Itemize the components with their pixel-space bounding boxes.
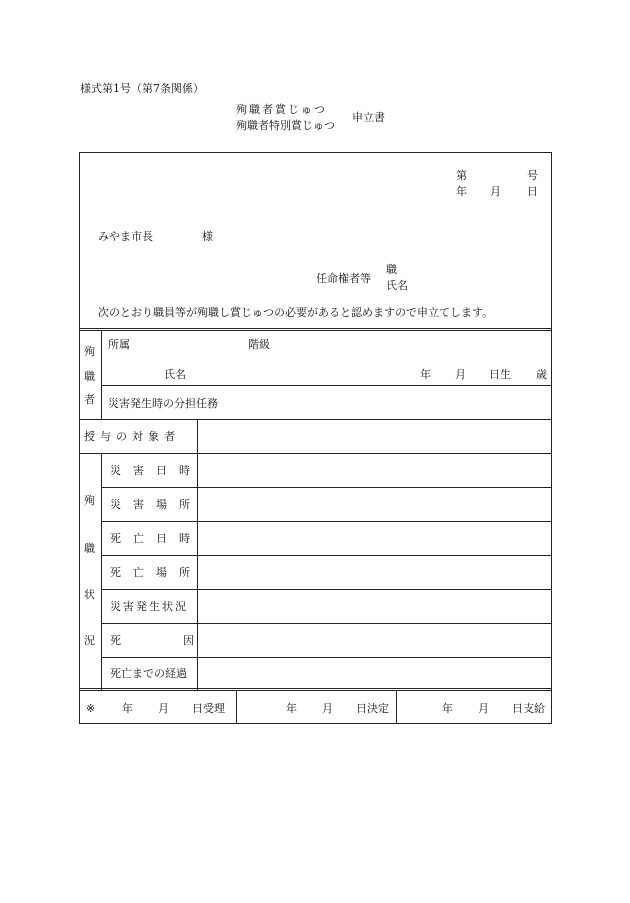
row-divider-4 (101, 589, 551, 590)
title-line-1: 殉職者賞じゅつ (236, 103, 327, 116)
addressee-honorific: 様 (202, 230, 213, 243)
circumstances-side-divider (101, 453, 102, 690)
duty-label: 災害発生時の分担任務 (108, 397, 218, 410)
row-progress-to-death: 死亡までの経過 (110, 667, 187, 680)
footer-divider-1 (236, 691, 237, 724)
rank-label: 階級 (248, 338, 270, 351)
statement-text: 次のとおり職員等が殉職し賞じゅつの必要があると認めますので申立てします。 (98, 306, 494, 319)
row-disaster-situation: 災害発生状況 (110, 600, 188, 613)
deceased-side-char-2: 職 (84, 370, 95, 383)
deceased-side-divider (101, 331, 102, 419)
circumstances-section-bottom (80, 688, 551, 691)
number-dai-label: 第 (456, 169, 467, 182)
decided-year: 年 (286, 702, 297, 715)
row-divider-3 (101, 555, 551, 556)
row-death-datetime: 死亡日時 (110, 532, 202, 545)
received-month: 月 (158, 702, 169, 715)
circumstances-side-char-4: 況 (84, 634, 95, 647)
appointer-post-label: 職 (386, 263, 397, 276)
deceased-name-label: 氏名 (164, 368, 186, 381)
affiliation-label: 所属 (108, 338, 130, 351)
birth-month-label: 月 (455, 368, 466, 381)
row-divider-1 (101, 487, 551, 488)
age-label: 歳 (536, 368, 547, 381)
row-disaster-place: 災害場所 (110, 498, 202, 511)
footer-divider-2 (396, 691, 397, 724)
birth-day-label: 日生 (489, 368, 511, 381)
received-day: 日受理 (192, 702, 225, 715)
deceased-side-char-3: 者 (84, 393, 95, 406)
paid-month: 月 (478, 702, 489, 715)
received-year: 年 (122, 702, 133, 715)
appointer-label: 任命権者等 (316, 272, 371, 285)
form-number: 様式第1号（第7条関係） (80, 82, 204, 95)
footer-mark: ※ (86, 702, 96, 715)
date-day-label: 日 (527, 185, 538, 198)
decided-day: 日決定 (356, 702, 389, 715)
recipient-label-text: 授与の対象者 (84, 430, 180, 443)
row-divider-2 (101, 521, 551, 522)
decided-month: 月 (322, 702, 333, 715)
row-divider-6 (101, 657, 551, 658)
title-suffix: 申立書 (352, 111, 385, 124)
number-go-label: 号 (527, 169, 538, 182)
row-disaster-datetime: 災害日時 (110, 464, 202, 477)
application-form-frame (79, 152, 552, 724)
circumstances-side-char-3: 状 (84, 588, 95, 601)
title-line-2: 殉職者特別賞じゅつ (236, 119, 335, 132)
deceased-section-bottom (80, 419, 551, 420)
date-month-label: 月 (490, 185, 501, 198)
paid-year: 年 (442, 702, 453, 715)
recipient-divider (197, 419, 198, 453)
paid-day: 日支給 (512, 702, 545, 715)
row-divider-5 (101, 623, 551, 624)
recipient-label (84, 431, 192, 442)
deceased-side-char-1: 殉 (84, 345, 95, 358)
birth-year-label: 年 (420, 368, 431, 381)
row-cause-of-death: 死因 (110, 634, 256, 647)
duty-divider (101, 385, 551, 386)
recipient-row-bottom (80, 453, 551, 454)
row-death-place: 死亡場所 (110, 566, 202, 579)
circumstances-side-char-1: 殉 (84, 494, 95, 507)
header-divider (80, 328, 551, 331)
circumstances-side-char-2: 職 (84, 542, 95, 555)
date-year-label: 年 (456, 185, 467, 198)
addressee-label: みやま市長 (98, 230, 153, 243)
appointer-name-label: 氏名 (386, 279, 408, 292)
